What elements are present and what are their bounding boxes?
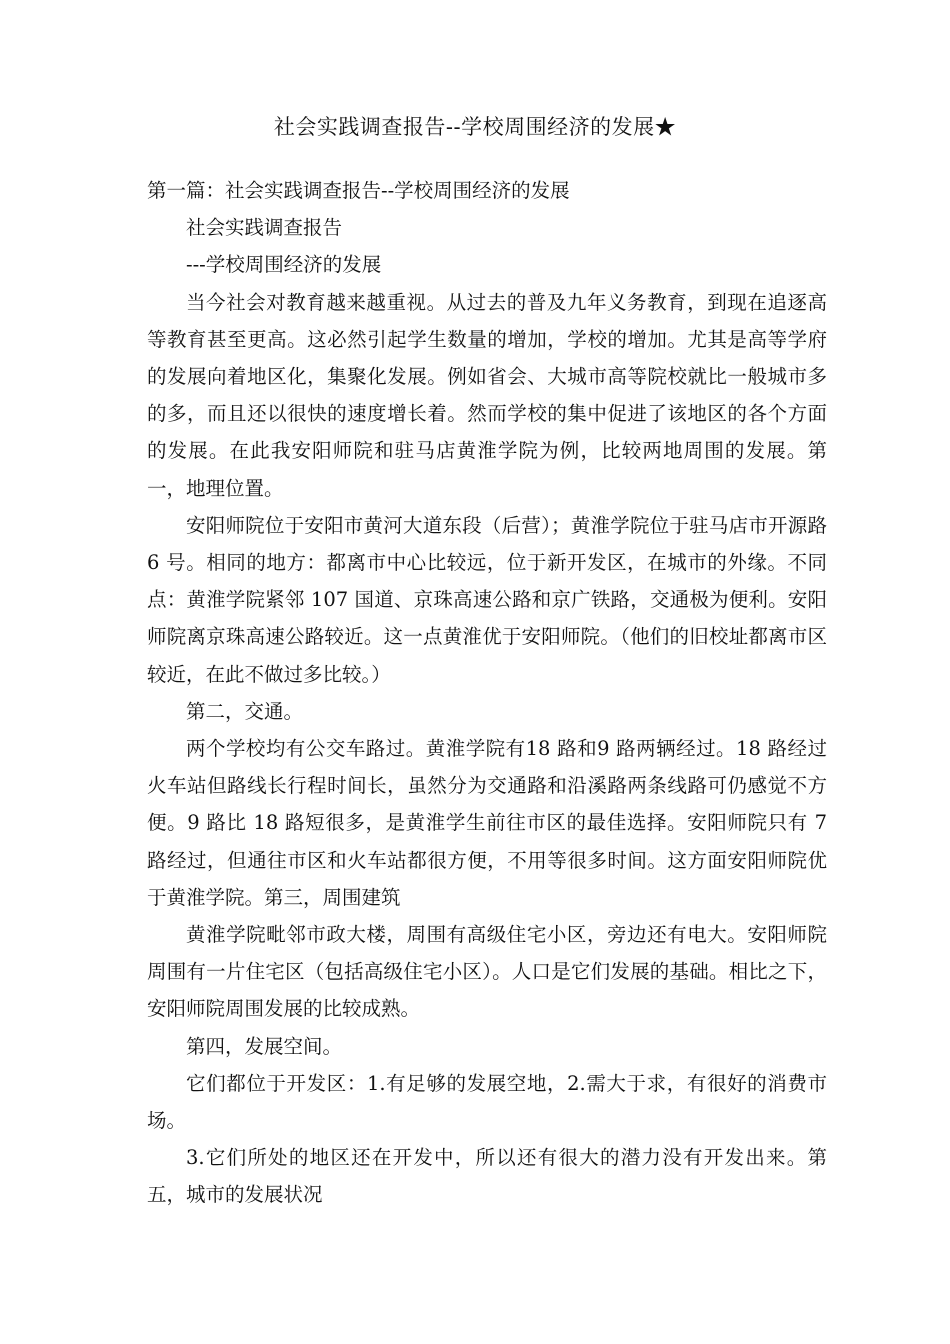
- paragraph-buildings: 黄淮学院毗邻市政大楼，周围有高级住宅小区，旁边还有电大。安阳师院周围有一片住宅区（包括高级住宅小区）。人口是它们发展的基础。相比之下，安阳师院周围发展的比较成熟。: [147, 923, 827, 1021]
- report-subtitle: ---学校周围经济的发展: [186, 253, 382, 277]
- paragraph-space: 它们都位于开发区：1.有足够的发展空地，2.需大于求，有很好的消费市场。: [147, 1071, 827, 1133]
- paragraph-intro: 当今社会对教育越来越重视。从过去的普及九年义务教育，到现在追逐高等教育甚至更高。这必然引起学生数量的增加，学校的增加。尤其是高等学府的发展向着地区化，集聚化发展。例如省会、大城市高等院校就比一般城市多的多，而且还以很快的速度增长着。然而学校的集中促进了该地区的各个方面的发展。在此我安阳师院和驻马店黄淮学院为例，比较两地周围的发展。第一，地理位置。: [147, 290, 827, 500]
- paragraph-transport: 两个学校均有公交车路过。黄淮学院有18 路和9 路两辆经过。18 路经过火车站但路线长行程时间长，虽然分为交通路和沿溪路两条线路可仍感觉不方便。9 路比 18 路短很多，是黄淮学生前往市区的最佳选择。安阳师院只有 7 路经过，但通往市区和火车站都很方便，不用等很多时间。这方面安阳师院优于黄淮学院。第三，周围建筑: [147, 737, 827, 909]
- document-body: [147, 172, 827, 1214]
- document-title: 社会实践调查报告--学校周围经济的发展★: [273, 115, 677, 139]
- chapter-heading: 第一篇：社会实践调查报告--学校周围经济的发展: [147, 179, 570, 202]
- section-heading-transport: 第二，交通。: [186, 699, 304, 723]
- paragraph-potential: 3.它们所处的地区还在开发中，所以还有很大的潜力没有开发出来。第五，城市的发展状况: [147, 1146, 827, 1207]
- section-heading-space: 第四，发展空间。: [186, 1034, 343, 1058]
- paragraph-location: 安阳师院位于安阳市黄河大道东段（后营）；黄淮学院位于驻马店市开源路 6 号。相同的地方：都离市中心比较远，位于新开发区，在城市的外缘。不同点：黄淮学院紧邻 107 国道、京珠高速公路和京广铁路，交通极为便利。安阳师院离京珠高速公路较近。这一点黄淮优于安阳师院。（他们的旧校址都离市区较近，在此不做过多比较。）: [147, 513, 827, 686]
- report-title: 社会实践调查报告: [186, 216, 343, 240]
